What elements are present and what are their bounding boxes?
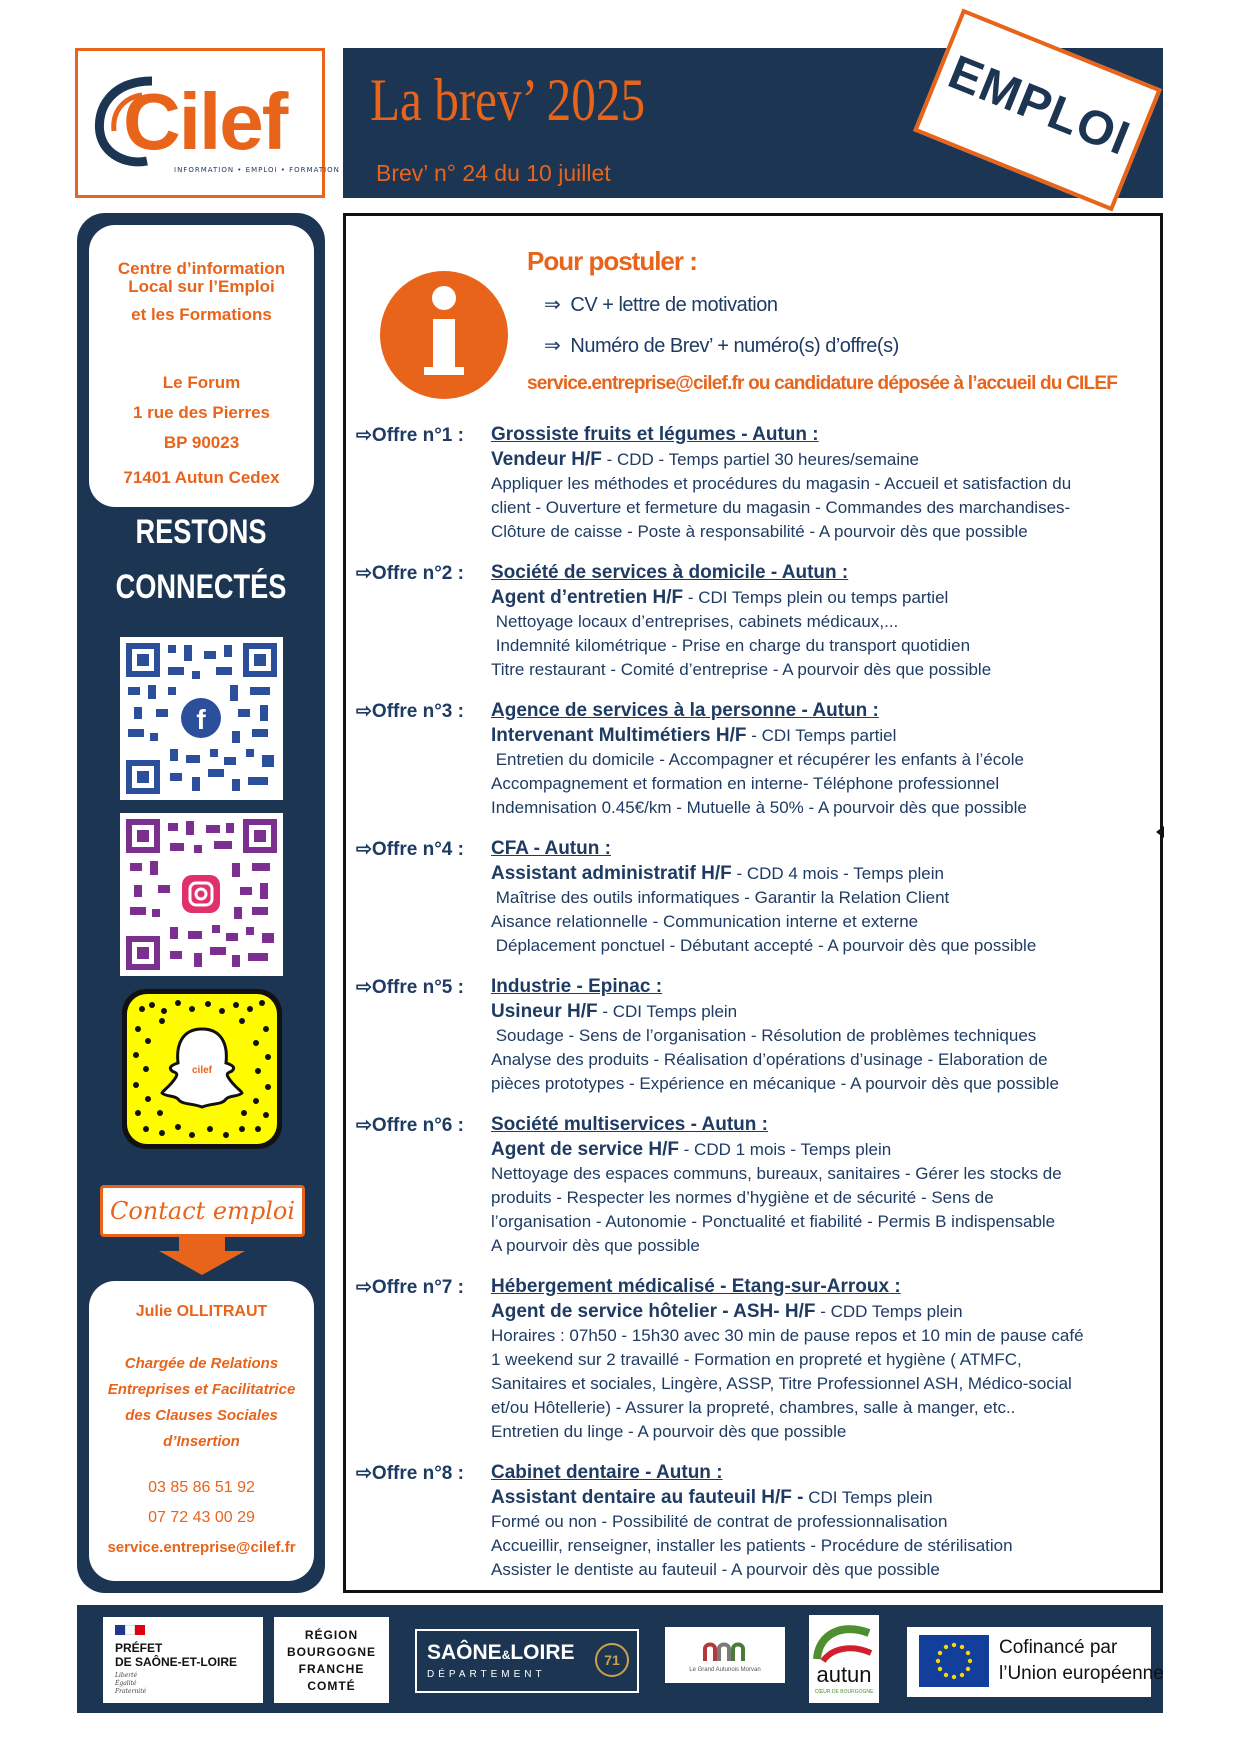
offer-description-line: produits - Respecter les normes d’hygiène et de sécurité - Sens de: [491, 1188, 994, 1207]
region-line: BOURGOGNE: [286, 1645, 376, 1659]
apply-item: [544, 292, 777, 317]
offer-job-title: Agent de service H/F: [491, 1139, 679, 1160]
contact-phone[interactable]: 07 72 43 00 29: [148, 1509, 255, 1526]
autun-name: autun: [816, 1662, 872, 1687]
instagram-qr-code-icon: [120, 813, 283, 976]
offer-job-title: Intervenant Multimétiers H/F: [491, 725, 747, 746]
offer-contract: CDI Temps plein: [803, 1488, 933, 1507]
offer-body: [491, 862, 1156, 958]
offer-title-line: [491, 1138, 1156, 1162]
offer-number-text: Offre n°1 :: [371, 425, 464, 446]
offer-number-text: Offre n°3 :: [371, 701, 464, 722]
offer-contract: - CDD 1 mois - Temps plein: [678, 1140, 892, 1159]
contact-role-line: d’Insertion: [163, 1433, 240, 1450]
instagram-qr[interactable]: [120, 813, 283, 976]
offer-number: [356, 424, 464, 447]
contact-role-line: Entreprises et Facilitatrice: [107, 1381, 296, 1398]
offer-header: [356, 976, 1156, 1000]
svg-text:cilef: cilef: [191, 1065, 213, 1076]
region-line: FRANCHE: [298, 1662, 365, 1676]
contact-email-link[interactable]: service.entreprise@cilef.fr: [107, 1539, 296, 1556]
offer-5: [356, 976, 1156, 1096]
offer-8: [356, 1462, 1156, 1582]
offer-contract: - CDI Temps plein: [597, 1002, 738, 1021]
offer-description-line: Nettoyage des espaces communs, bureaux, sanitaires - Gérer les stocks de: [491, 1164, 1062, 1183]
offer-6: [356, 1114, 1156, 1258]
offer-contract: - CDD - Temps partiel 30 heures/semaine: [601, 450, 920, 469]
svg-text:f: f: [196, 704, 206, 735]
motto-line: Liberté: [115, 1672, 138, 1679]
offer-description-line: Aisance relationnelle - Communication interne et externe: [491, 912, 919, 931]
right-arrow-icon: ⇨: [356, 563, 372, 584]
offer-description-line: Accueillir, renseigner, installer les patients - Procédure de stérilisation: [491, 1536, 1013, 1555]
eu-flag-icon: [919, 1635, 989, 1687]
offer-company: Société de services à domicile - Autun :: [491, 562, 849, 583]
logo-tagline: INFORMATION • EMPLOI • FORMATION: [174, 166, 340, 174]
snapchat-qr[interactable]: [122, 989, 282, 1149]
departement-logo: [415, 1629, 639, 1693]
triangle-marker-icon: [1156, 826, 1164, 838]
address-line: 71401 Autun Cedex: [123, 468, 280, 487]
offer-title-line: [491, 1000, 1156, 1024]
facebook-qr[interactable]: [120, 637, 283, 800]
offer-contract: - CDI Temps plein ou temps partiel: [683, 588, 949, 607]
right-arrow-icon: ⇨: [356, 1277, 372, 1298]
offer-description-line: et/ou Hôtellerie) - Assurer la propreté, chambres, salle à manger, etc..: [491, 1398, 1016, 1417]
offer-contract: - CDI Temps partiel: [746, 726, 897, 745]
offer-number: [356, 1462, 464, 1485]
offer-contract: - CDD 4 mois - Temps plein: [731, 864, 944, 883]
info-icon-base: [424, 367, 464, 375]
offer-company: Société multiservices - Autun :: [491, 1114, 768, 1135]
right-arrow-icon: ⇨: [356, 839, 372, 860]
departement-word: LOIRE: [510, 1641, 575, 1664]
offer-company: Hébergement médicalisé - Etang-sur-Arroux :: [491, 1276, 901, 1297]
sidebar: [77, 213, 325, 1593]
grand-autunois-text: Le Grand Autunois Morvan: [689, 1667, 761, 1673]
offer-description-line: Analyse des produits - Réalisation d’opérations d’usinage - Elaboration de: [491, 1050, 1048, 1069]
offer-number: [356, 976, 464, 999]
offer-number: [356, 1276, 464, 1299]
facebook-qr-code-icon: [120, 637, 283, 800]
offer-number: [356, 838, 464, 861]
info-icon: [380, 271, 508, 399]
contact-role-line: Chargée de Relations: [124, 1355, 279, 1372]
offer-number: [356, 562, 464, 585]
org-line: et les Formations: [131, 305, 272, 324]
offer-title-line: [491, 586, 1156, 610]
offer-body: [491, 448, 1156, 544]
offer-body: [491, 1486, 1156, 1582]
offer-description-line: Soudage - Sens de l’organisation - Résolution de problèmes techniques: [491, 1026, 1037, 1045]
offer-description-line: Accompagnement et formation en interne- Téléphone professionnel: [491, 774, 1000, 793]
double-arrow-icon: ⇒: [544, 294, 561, 316]
grand-autunois-logo: [665, 1627, 785, 1683]
offer-title-line: [491, 1486, 1156, 1510]
offer-description-line: Déplacement ponctuel - Débutant accepté - A pourvoir dès que possible: [491, 936, 1037, 955]
offer-header: [356, 1462, 1156, 1486]
prefet-logo: [103, 1617, 263, 1703]
offer-2: [356, 562, 1156, 682]
offer-description-line: 1 weekend sur 2 travaillé - Formation en propreté et hygiène ( ATMFC,: [491, 1350, 1022, 1369]
offer-description-line: A pourvoir dès que possible: [491, 1236, 700, 1255]
offer-job-title: Agent de service hôtelier - ASH- H/F: [491, 1301, 816, 1322]
departement-name: [427, 1641, 575, 1665]
eu-text: [999, 1635, 1164, 1687]
issue-subtitle: Brev’ n° 24 du 10 juillet: [376, 160, 611, 186]
departement-71-badge: 71: [595, 1643, 629, 1677]
offer-body: [491, 1138, 1156, 1258]
apply-email-line[interactable]: service.entreprise@cilef.fr ou candidature déposée à l’accueil du CILEF: [527, 373, 1117, 394]
eu-line: Cofinancé par: [999, 1637, 1118, 1658]
contact-name: Julie OLLITRAUT: [135, 1303, 268, 1320]
flag-blue-icon: [115, 1625, 125, 1635]
right-arrow-icon: ⇨: [356, 1463, 372, 1484]
org-line: Local sur l’Emploi: [128, 277, 275, 296]
offer-company: CFA - Autun :: [491, 838, 611, 859]
offer-contract: - CDD Temps plein: [815, 1302, 963, 1321]
region-logo: [274, 1617, 389, 1703]
cilef-logo: [75, 48, 340, 198]
offer-job-title: Assistant administratif H/F: [491, 863, 732, 884]
logo-name: Cilef: [123, 77, 287, 166]
offer-job-title: Agent d’entretien H/F: [491, 587, 684, 608]
offer-description-line: pièces prototypes - Expérience en mécanique - A pourvoir dès que possible: [491, 1074, 1059, 1093]
offer-description-line: Nettoyage locaux d’entreprises, cabinets médicaux,...: [491, 612, 899, 631]
offer-description-line: Formé ou non - Possibilité de contrat de professionnalisation: [491, 1512, 948, 1531]
offer-header: [356, 838, 1156, 862]
offer-title-line: [491, 724, 1156, 748]
offer-number-text: Offre n°7 :: [371, 1277, 464, 1298]
offer-3: [356, 700, 1156, 820]
offer-description-line: l’organisation - Autonomie - Ponctualité et fiabilité - Permis B indispensable: [491, 1212, 1056, 1231]
offer-job-title: Vendeur H/F: [491, 449, 602, 470]
apply-item: [544, 333, 899, 358]
offer-7: [356, 1276, 1156, 1444]
offer-description-line: Titre restaurant - Comité d’entreprise - A pourvoir dès que possible: [491, 660, 992, 679]
region-line: RÉGION: [304, 1628, 359, 1642]
offer-description-line: Sanitaires et sociales, Lingère, ASSP, Titre Professionnel ASH, Médico-social: [491, 1374, 1072, 1393]
offer-description-line: Entretien du domicile - Accompagner et récupérer les enfants à l’école: [491, 750, 1024, 769]
flag-red-icon: [135, 1625, 145, 1635]
offer-description-line: client - Ouverture et fermeture du magasin - Commandes des marchandises-: [491, 498, 1071, 517]
apply-item-text: Numéro de Brev’ + numéro(s) d’offre(s): [570, 335, 899, 357]
page-title: La brev’ 2025: [370, 67, 646, 133]
offer-number: [356, 1114, 464, 1137]
address-card: [89, 225, 314, 507]
double-arrow-icon: ⇒: [544, 335, 561, 357]
contact-card: [89, 1281, 314, 1581]
offer-company: Industrie - Epinac :: [491, 976, 663, 997]
offer-header: [356, 1114, 1156, 1138]
offer-description-line: Entretien du linge - A pourvoir dès que possible: [491, 1422, 847, 1441]
contact-role-line: des Clauses Sociales: [125, 1407, 278, 1424]
offer-title-line: [491, 1300, 1156, 1324]
region-text: [280, 1627, 383, 1695]
partners-footer: [77, 1605, 1163, 1713]
offer-header: [356, 562, 1156, 586]
offer-4: [356, 838, 1156, 958]
autun-logo: [809, 1615, 879, 1703]
address-line: 1 rue des Pierres: [132, 403, 271, 422]
offer-number-text: Offre n°4 :: [371, 839, 464, 860]
offer-description-line: Horaires : 07h50 - 15h30 avec 30 min de pause repos et 10 min de pause café: [491, 1326, 1084, 1345]
motto-line: Fraternité: [115, 1688, 147, 1695]
prefet-line: DE SAÔNE-ET-LOIRE: [115, 1655, 238, 1669]
eu-line: l’Union européenne: [999, 1663, 1164, 1684]
offers-panel: [343, 213, 1163, 1593]
connect-heading-1: RESTONS: [135, 513, 267, 551]
offer-number-text: Offre n°2 :: [371, 563, 464, 584]
offer-description-line: Appliquer les méthodes et procédures du magasin - Accueil et satisfaction du: [491, 474, 1072, 493]
offer-number-text: Offre n°8 :: [371, 1463, 464, 1484]
offer-company: Agence de services à la personne - Autun :: [491, 700, 879, 721]
region-line: COMTÉ: [307, 1679, 356, 1693]
stamp-label: EMPLOI: [941, 45, 1138, 166]
right-arrow-icon: ⇨: [356, 1115, 372, 1136]
flag-white-icon: [125, 1625, 135, 1635]
apply-title: Pour postuler :: [527, 246, 697, 276]
apply-item-text: CV + lettre de motivation: [570, 294, 778, 316]
org-line: Centre d’information: [117, 259, 286, 278]
offer-number-text: Offre n°6 :: [371, 1115, 464, 1136]
offer-description-line: Indemnisation 0.45€/km - Mutuelle à 50% - A pourvoir dès que possible: [491, 798, 1027, 817]
address-line: Le Forum: [162, 373, 241, 392]
offer-body: [491, 586, 1156, 682]
offer-body: [491, 724, 1156, 820]
offer-number: [356, 700, 464, 723]
prefet-line: PRÉFET: [115, 1641, 163, 1655]
offer-body: [491, 1300, 1156, 1444]
departement-word: SAÔNE: [427, 1641, 502, 1664]
prefet-text: [115, 1641, 237, 1669]
offer-job-title: Usineur H/F: [491, 1001, 598, 1022]
contact-phone[interactable]: 03 85 86 51 92: [148, 1479, 255, 1496]
offer-description-line: Assister le dentiste au fauteuil - A pourvoir dès que possible: [491, 1560, 940, 1579]
right-arrow-icon: ⇨: [356, 425, 372, 446]
departement-sub: DÉPARTEMENT: [427, 1669, 546, 1680]
address-line: BP 90023: [163, 433, 240, 452]
offer-header: [356, 424, 1156, 448]
autun-swoosh-icon: [813, 1619, 875, 1663]
contact-emploi-label: [100, 1185, 305, 1237]
offer-description-line: Clôture de caisse - Poste à responsabilité - A pourvoir dès que possible: [491, 522, 1028, 541]
info-icon-dot: [432, 286, 456, 310]
prefet-motto: [115, 1672, 146, 1696]
snapchat-code-icon: [122, 989, 282, 1149]
connect-heading-2: CONNECTÉS: [115, 568, 287, 606]
offer-description-line: Maîtrise des outils informatiques - Garantir la Relation Client: [491, 888, 950, 907]
right-arrow-icon: ⇨: [356, 701, 372, 722]
autun-tagline: CŒUR DE BOURGOGNE: [814, 1689, 874, 1695]
offer-title-line: [491, 862, 1156, 886]
offer-header: [356, 700, 1156, 724]
offer-title-line: [491, 448, 1156, 472]
offer-1: [356, 424, 1156, 544]
right-arrow-icon: ⇨: [356, 977, 372, 998]
contact-emploi-text: Contact emploi: [109, 1197, 296, 1225]
offer-description-line: Indemnité kilométrique - Prise en charge du transport quotidien: [491, 636, 971, 655]
offer-header: [356, 1276, 1156, 1300]
offer-company: Grossiste fruits et légumes - Autun :: [491, 424, 819, 445]
grand-autunois-icon: [703, 1639, 747, 1663]
info-icon-bar: [433, 319, 455, 369]
offer-body: [491, 1000, 1156, 1096]
departement-ampersand: &: [501, 1648, 511, 1662]
eu-logo: [907, 1627, 1164, 1697]
offer-company: Cabinet dentaire - Autun :: [491, 1462, 723, 1483]
offer-number-text: Offre n°5 :: [371, 977, 464, 998]
down-arrow-icon: [159, 1251, 245, 1275]
motto-line: Égalité: [115, 1680, 137, 1687]
offer-job-title: Assistant dentaire au fauteuil H/F -: [491, 1487, 804, 1508]
